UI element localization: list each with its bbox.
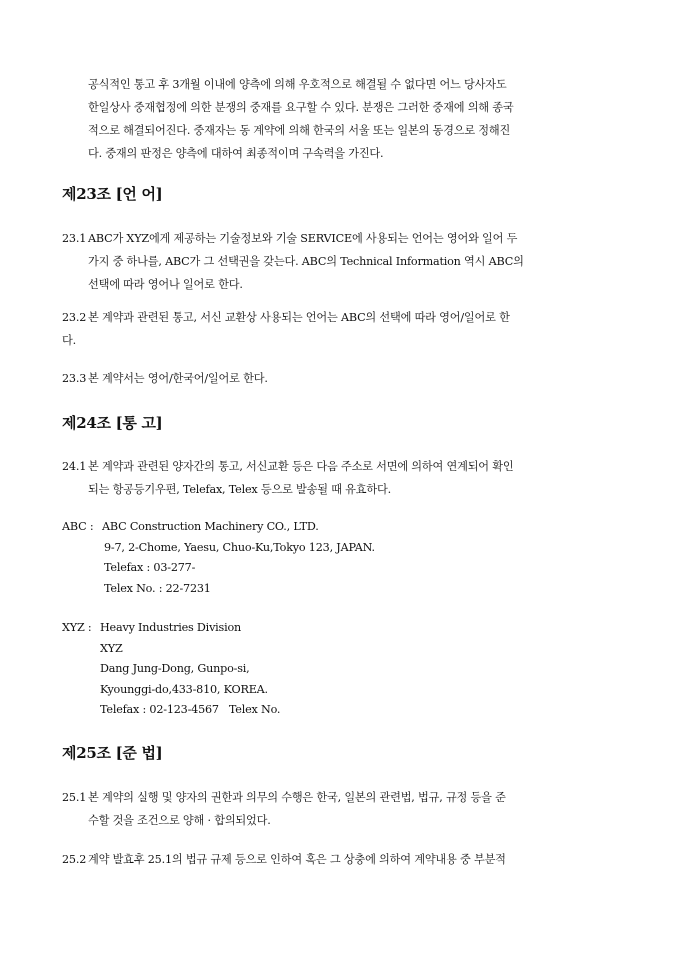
article-23-heading: 제23조 [언 어] [62,185,163,203]
text-line: 다. [62,334,76,347]
text-line: 가지 중 하나를, ABC가 그 선택권을 갖는다. ABC의 Technical Information 역시 ABC의 [88,255,524,268]
text-line [62,786,622,809]
text-line: 한일상사 중재협정에 의한 분쟁의 중재를 요구할 수 있다. 분쟁은 그러한 중재에 의해 종국 [88,101,514,114]
clause-number: 25.1 [62,791,87,804]
division-name: Heavy Industries Division [100,621,242,634]
text-line: 되는 항공등기우편, Telefax, Telex 등으로 발송될 때 유효하다. [88,483,391,496]
clause-number: 25.2 [62,853,87,866]
clause-number: 23.1 [62,232,87,245]
text-line [62,367,622,390]
clause-23-3 [62,367,622,390]
text-line: 선택에 따라 영어나 일어로 한다. [88,278,243,291]
clause-text: 본 계약과 관련된 양자간의 통고, 서신교환 등은 다음 주소로 서면에 의하여 연계되어 확인 [88,460,514,473]
xyz-address-block [100,618,280,721]
street-address: Dang Jung-Dong, Gunpo-si, [100,662,250,675]
company-name: ABC Construction Machinery CO., LTD. [102,520,319,533]
arbitration-paragraph [88,73,622,165]
city-address: Kyounggi-do,433-810, KOREA. [100,682,268,696]
text-line [62,455,622,478]
clause-text: 본 계약과 관련된 통고, 서신 교환상 사용되는 언어는 ABC의 선택에 따라 영어/일어로 한 [88,311,510,324]
text-line: 적으로 해결되어진다. 중재자는 동 계약에 의해 한국의 서울 또는 일본의 동경으로 정해진 [88,124,511,137]
clause-text: 본 계약의 실행 및 양자의 권한과 의무의 수행은 한국, 일본의 관련법, 법규, 규정 등을 준 [88,791,506,804]
clause-25-1 [62,786,622,832]
clause-number: 23.3 [62,372,87,385]
text-line [62,227,622,250]
clause-23-2 [62,306,622,352]
abc-address-block [102,517,375,599]
article-25-heading: 제25조 [준 법] [62,744,163,762]
clause-text: 본 계약서는 영어/한국어/일어로 한다. [88,372,268,385]
clause-25-2 [62,848,622,871]
text-line [62,848,622,871]
xyz-address-label: XYZ : [62,621,92,634]
clause-number: 23.2 [62,311,87,324]
clause-23-1 [62,227,622,296]
text-line: 수할 것을 조건으로 양해 · 합의되었다. [88,814,271,827]
clause-text: ABC가 XYZ에게 제공하는 기술정보와 기술 SERVICE에 사용되는 언어는 영어와 일어 두 [88,232,518,245]
text-line [62,306,622,329]
text-line: 다. 중재의 판정은 양측에 대하여 최종적이며 구속력을 가진다. [88,147,384,160]
clause-text: 계약 발효후 25.1의 법규 규제 등으로 인하여 혹은 그 상충에 의하여 계약내용 중 부분적 [88,853,506,866]
telefax-telex-line: Telefax : 02-123-4567 Telex No. [100,703,281,716]
telex-number: Telex No. : 22-7231 [104,581,211,595]
text-line: 공식적인 통고 후 3개월 이내에 양측에 의해 우호적으로 해결될 수 없다면 어느 당사자도 [88,78,507,91]
clause-number: 24.1 [62,460,87,473]
company-name: XYZ [100,641,123,655]
article-24-heading: 제24조 [통 고] [62,414,163,432]
telefax-number: Telefax : 03-277- [104,561,196,574]
abc-address-label: ABC : [62,520,94,533]
street-address: 9-7, 2-Chome, Yaesu, Chuo-Ku,Tokyo 123, JAPAN. [104,540,375,554]
clause-24-1 [62,455,622,501]
